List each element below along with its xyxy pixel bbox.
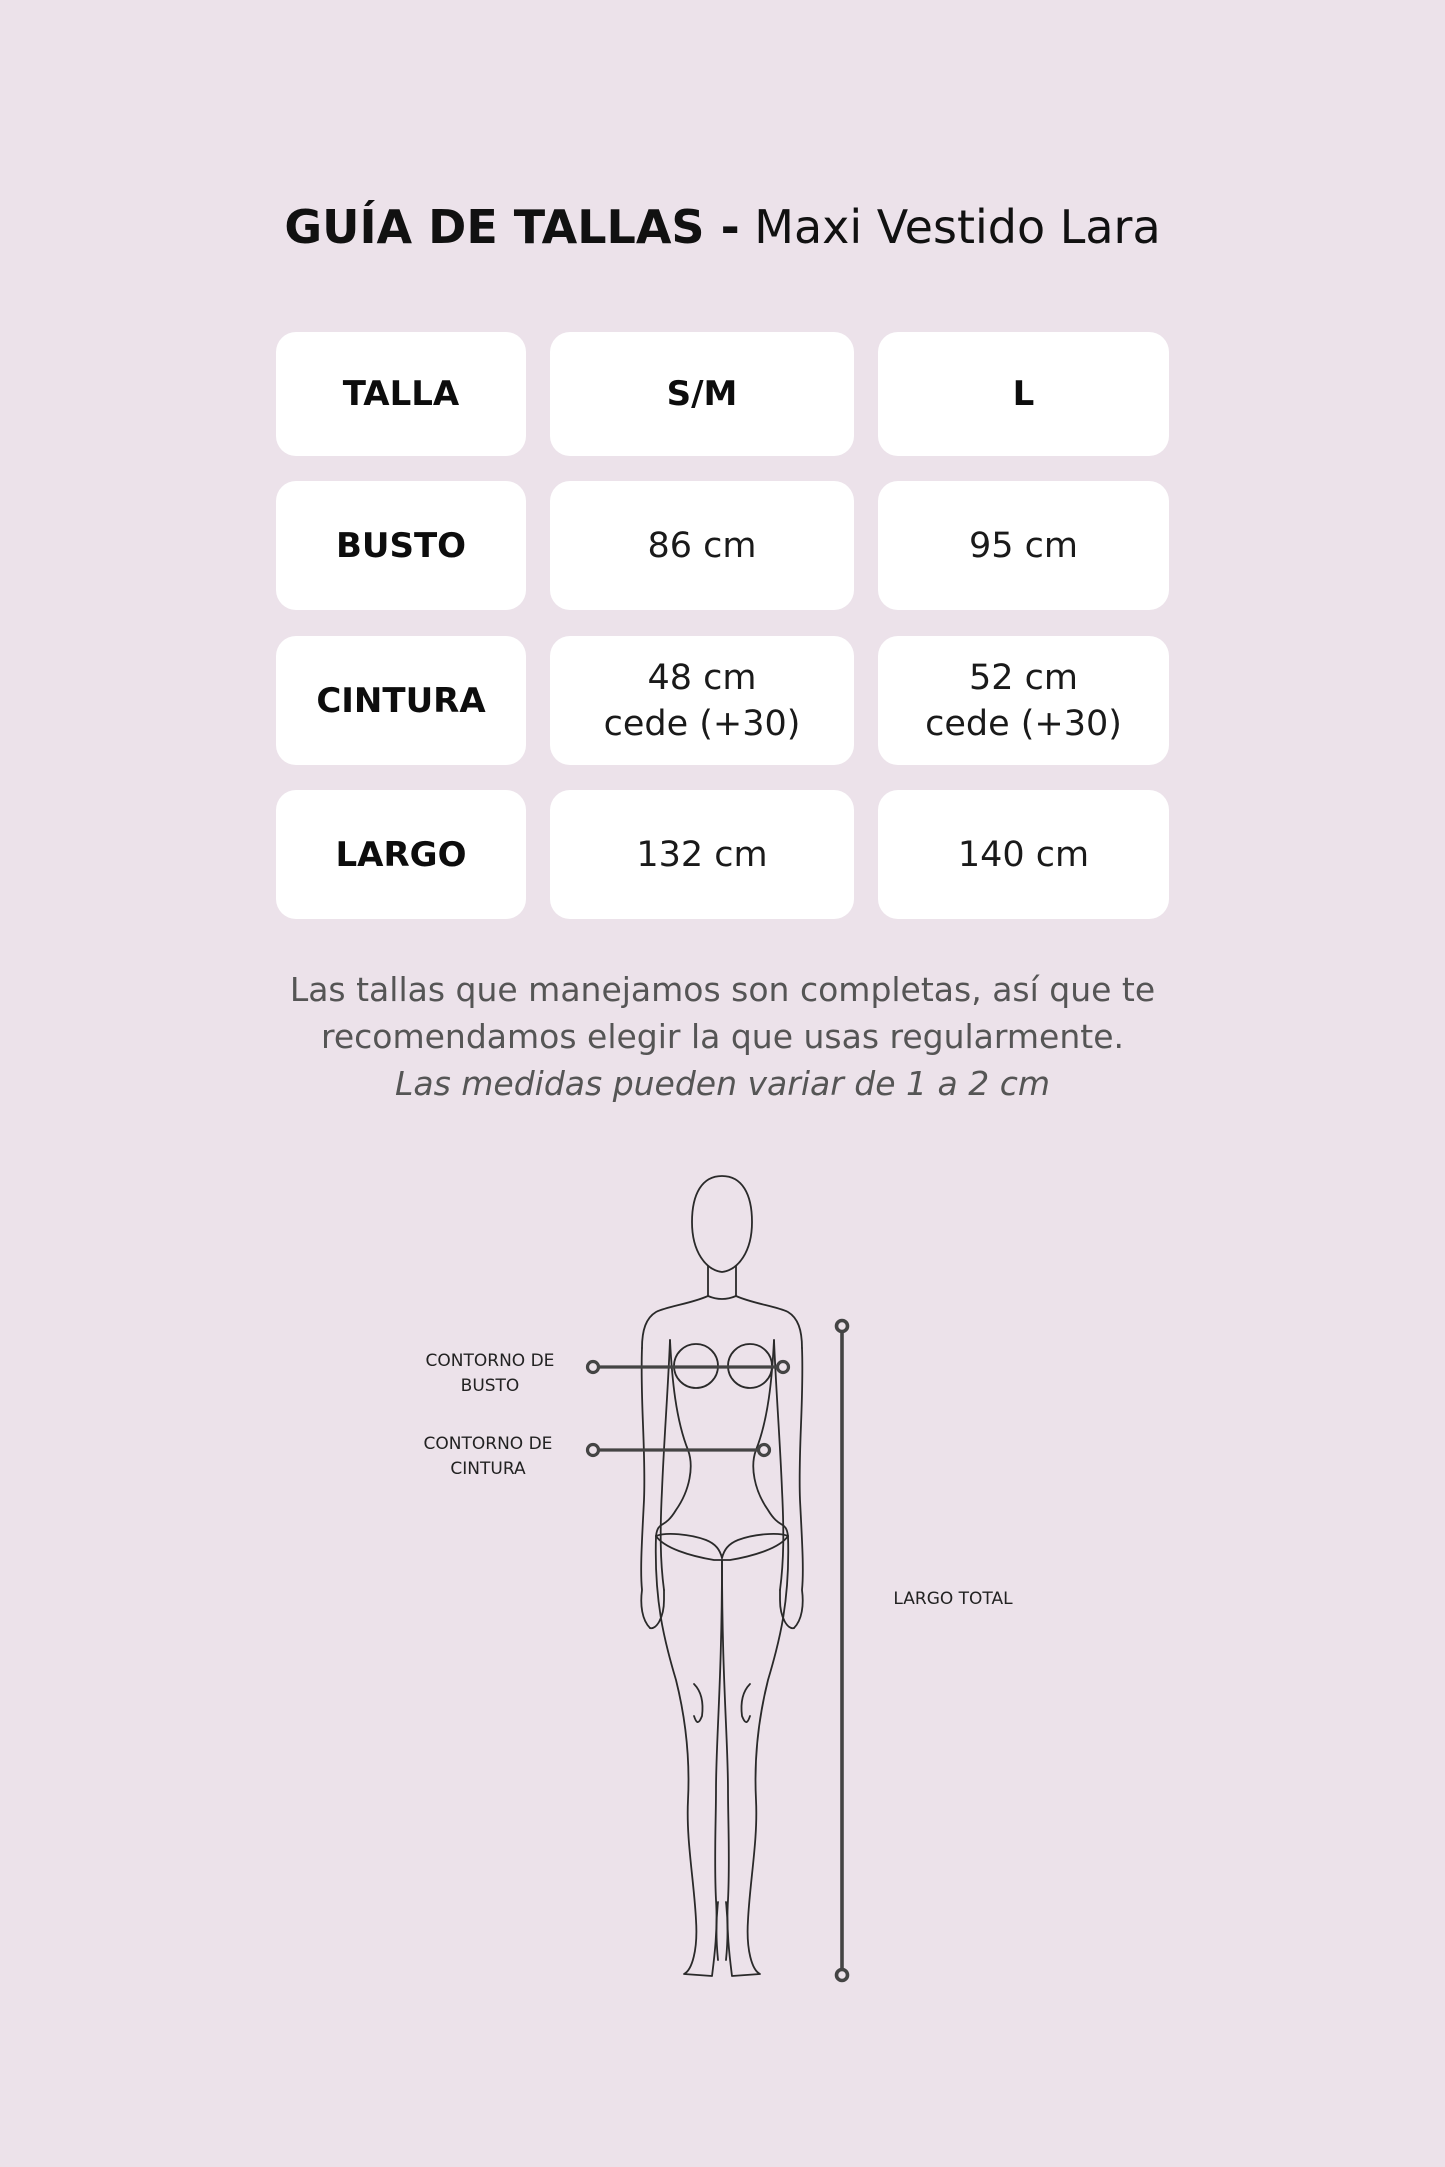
cintura-l: 52 cm cede (+30) [878,636,1169,765]
busto-l: 95 cm [878,481,1169,610]
row-label-busto: BUSTO [276,481,526,610]
header-l: L [878,332,1169,456]
mannequin-outline [641,1176,803,1976]
bust-measure-line [588,1362,789,1373]
header-talla: TALLA [276,332,526,456]
note-line-1: Las tallas que manejamos son completas, así que te [289,970,1156,1009]
header-sm: S/M [550,332,854,456]
note-line-3: Las medidas pueden variar de 1 a 2 cm [394,1064,1050,1103]
title-product: Maxi Vestido Lara [754,200,1161,254]
busto-sm: 86 cm [550,481,854,610]
length-label: LARGO TOTAL [893,1589,1013,1609]
row-label-cintura: CINTURA [276,636,526,765]
waist-label: CONTORNO DE CINTURA [423,1434,553,1479]
row-label-largo: LARGO [276,790,526,919]
length-measure-line [837,1321,848,1981]
bust-label: CONTORNO DE BUSTO [425,1351,555,1396]
cintura-sm: 48 cm cede (+30) [550,636,854,765]
largo-sm: 132 cm [550,790,854,919]
title-bold: GUÍA DE TALLAS - [284,200,740,254]
waist-measure-line [588,1445,770,1456]
note-line-2: recomendamos elegir la que usas regularmente. [320,1017,1124,1056]
largo-l: 140 cm [878,790,1169,919]
